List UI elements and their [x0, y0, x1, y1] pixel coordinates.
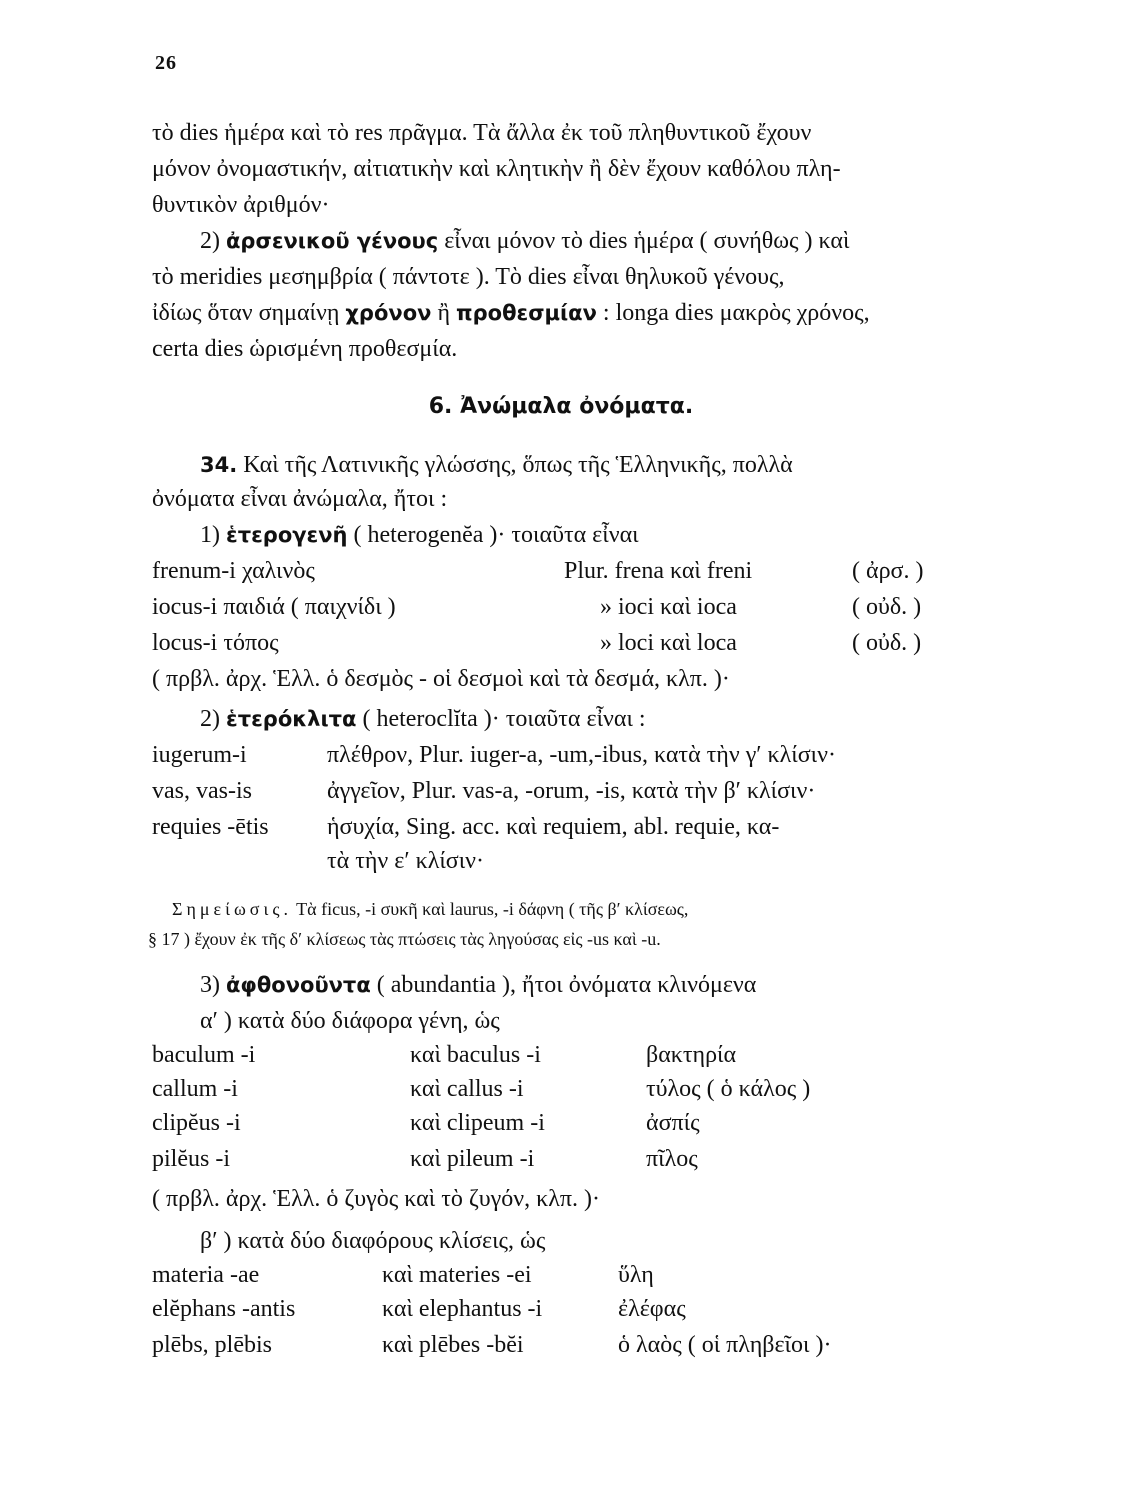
text-line: [152, 298, 972, 328]
cell: Plur. frena καὶ freni: [564, 558, 753, 584]
text-line: β′ ) κατὰ δύο διαφόρους κλίσεις, ὡς: [200, 1228, 546, 1254]
bold-term: ἑτερογενῆ: [226, 523, 348, 547]
text-line: [200, 704, 1020, 734]
cell: elĕphans -antis: [152, 1296, 296, 1322]
cell: callum -i: [152, 1076, 238, 1102]
cell: καὶ clipeum -i: [410, 1110, 545, 1136]
cell: clipĕus -i: [152, 1110, 241, 1136]
cell: ἡσυχία, Sing. acc. καὶ requiem, abl. requie, κα-: [327, 814, 780, 840]
bold-term: ἀρσενικοῦ γένους: [226, 229, 439, 253]
text-line: α′ ) κατὰ δύο διάφορα γένη, ὡς: [200, 1008, 500, 1034]
cell: ὕλη: [618, 1262, 654, 1288]
text-span: Τὰ ficus, -i συκῆ καὶ laurus, -i δάφνη ( τῆς β′ κλίσεως,: [296, 899, 689, 919]
text-line: certa dies ὡρισμένη προθεσμία.: [152, 336, 458, 362]
text-line: μόνον ὀνομαστικήν, αἰτιατικὴν καὶ κλητικὴν ἢ δὲν ἔχουν καθόλου πλη-: [152, 156, 841, 182]
item-number: 3): [200, 972, 220, 998]
cell: ( οὐδ. ): [852, 594, 922, 620]
text-span: ( heteroclĭta )· τοιαῦτα εἶναι :: [362, 706, 646, 732]
cell: » loci καὶ loca: [600, 630, 737, 656]
cell: καὶ baculus -i: [410, 1042, 541, 1068]
cell: ( οὐδ. ): [852, 630, 922, 656]
text-line: [200, 970, 1020, 1000]
bold-term: ἑτερόκλιτα: [226, 707, 357, 731]
item-number: 2): [200, 706, 220, 732]
cell: plēbs, plēbis: [152, 1332, 272, 1358]
cell: pilĕus -i: [152, 1146, 230, 1172]
text-line: [200, 226, 972, 256]
text-line: θυντικὸν ἀριθμόν·: [152, 192, 330, 218]
cell: ἀσπίς: [646, 1110, 700, 1136]
cell: καὶ plēbes -bĕi: [382, 1332, 524, 1358]
cell: τύλος ( ὁ κάλος ): [646, 1076, 811, 1102]
bold-term: προθεσμίαν: [456, 301, 597, 325]
text-span: : longa dies μακρὸς χρόνος,: [602, 300, 870, 326]
cell: frenum-i χαλινὸς: [152, 558, 315, 584]
remark-line: § 17 ) ἔχουν ἐκ τῆς δ′ κλίσεως τὰς πτώσεις τὰς ληγούσας εἰς -us καὶ -u.: [148, 929, 661, 949]
cell: baculum -i: [152, 1042, 256, 1068]
text-span: Καὶ τῆς Λατινικῆς γλώσσης, ὅπως τῆς Ἑλληνικῆς, πολλὰ: [243, 452, 793, 478]
cell: πλέθρον, Plur. iuger-a, -um,-ibus, κατὰ τὴν γ′ κλίσιν·: [327, 742, 836, 768]
cell: καὶ elephantus -i: [382, 1296, 543, 1322]
page-number: 26: [155, 52, 177, 74]
cell: materia -ae: [152, 1262, 260, 1288]
cell: καὶ callus -i: [410, 1076, 524, 1102]
cell: καὶ materies -ei: [382, 1262, 532, 1288]
text-span: εἶναι μόνον τὸ dies ἡμέρα ( συνήθως ) καὶ: [444, 228, 850, 254]
item-number: 1): [200, 522, 220, 548]
text-span: ἢ: [437, 300, 450, 326]
text-span: ( abundantia ), ἤτοι ὀνόματα κλινόμενα: [376, 972, 757, 998]
cell: locus-i τόπος: [152, 630, 279, 656]
cell: iocus-i παιδιά ( παιχνίδι ): [152, 594, 396, 620]
cell: iugerum-i: [152, 742, 247, 768]
text-line: [200, 450, 972, 480]
text-line: τὸ dies ἡμέρα καὶ τὸ res πρᾶγμα. Τὰ ἄλλα ἐκ τοῦ πληθυντικοῦ ἔχουν: [152, 120, 812, 146]
text-line: τὰ τὴν ε′ κλίσιν·: [327, 848, 485, 874]
text-line: τὸ meridies μεσημβρία ( πάντοτε ). Τὸ dies εἶναι θηλυκοῦ γένους,: [152, 264, 785, 290]
cell: ἀγγεῖον, Plur. vas-a, -orum, -is, κατὰ τὴν β′ κλίσιν·: [327, 778, 816, 804]
cell: καὶ pileum -i: [410, 1146, 535, 1172]
remark-line: [172, 896, 972, 922]
cell: vas, vas-is: [152, 778, 252, 804]
remark-label: Σημείωσις.: [172, 899, 292, 919]
text-line: ( πρβλ. ἀρχ. Ἑλλ. ὁ δεσμὸς - οἱ δεσμοὶ καὶ τὰ δεσμά, κλπ. )·: [152, 666, 730, 692]
bold-term: ἀφθονοῦντα: [226, 973, 371, 997]
text-span: ἰδίως ὅταν σημαίνῃ: [152, 300, 340, 326]
item-number: 2): [200, 228, 220, 254]
cell: πῖλος: [646, 1146, 698, 1172]
text-span: ( heterogenĕa )· τοιαῦτα εἶναι: [353, 522, 639, 548]
cell: ( ἀρσ. ): [852, 558, 924, 584]
cell: ἐλέφας: [618, 1296, 686, 1322]
section-heading: 6. Ἀνώμαλα ὀνόματα.: [428, 394, 694, 419]
text-line: ( πρβλ. ἀρχ. Ἑλλ. ὁ ζυγὸς καὶ τὸ ζυγόν, κλπ. )·: [152, 1186, 600, 1212]
section-number: 34.: [200, 453, 238, 477]
cell: » ioci καὶ ioca: [600, 594, 737, 620]
bold-term: χρόνον: [345, 301, 432, 325]
cell: requies -ētis: [152, 814, 269, 840]
text-line: ὀνόματα εἶναι ἀνώμαλα, ἤτοι :: [152, 486, 448, 512]
cell: ὁ λαὸς ( οἱ πληβεῖοι )·: [618, 1332, 832, 1358]
text-line: [200, 520, 1020, 550]
cell: βακτηρία: [646, 1042, 737, 1068]
